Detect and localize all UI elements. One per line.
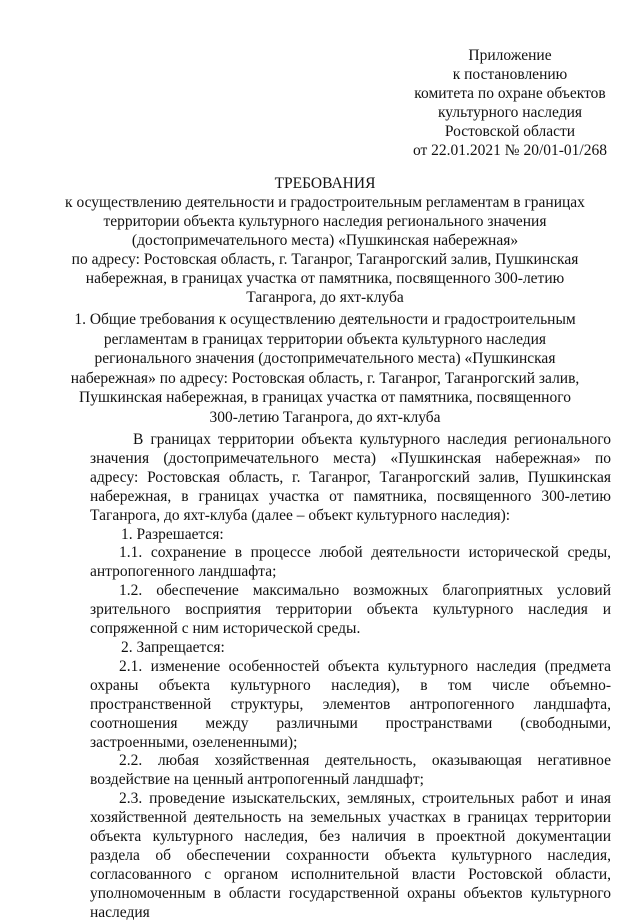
appendix-line: культурного наследия [437,104,583,121]
title-heading: ТРЕБОВАНИЯ [274,175,376,192]
section-line: 300-летию Таганрога, до яхт-клуба [209,408,441,426]
prohibited-heading: 2. Запрещается: [121,638,225,656]
document-body [90,431,611,923]
section-line: Пушкинская набережная, в границах участка от памятника, посвященного [79,389,571,407]
appendix-line: Приложение [468,47,552,64]
appendix-header [400,46,620,160]
allowed-heading: 1. Разрешается: [121,525,224,543]
prohibited-item-2-2: 2.2. любая хозяйственная деятельность, оказывающая негативное воздействие на ценный антропогенный ландшафт; [90,752,611,789]
title-line: Таганрога, до яхт-клуба [246,289,404,306]
section-line: набережная» по адресу: Ростовская область, г. Таганрог, Таганрогский залив, [70,369,580,387]
appendix-line: от 22.01.2021 № 20/01-01/268 [412,142,607,159]
title-line: по адресу: Ростовская область, г. Таганрог, Таганрогский залив, Пушкинская [71,251,579,268]
section-line: регламентам в границах территории объекта культурного наследия [103,330,547,348]
appendix-line: комитета по охране объектов [414,85,606,102]
appendix-line: Ростовской области [444,123,576,140]
allowed-item-1-1: 1.1. сохранение в процессе любой деятельности исторической среды, антропогенного ландшафта; [90,544,611,581]
title-line: к осуществлению деятельности и градостроительным регламентам в границах [65,194,585,211]
intro-paragraph: В границах территории объекта культурного наследия регионального значения (достопримечательного места) «Пушкинская набережная» по адресу: Ростовская область, г. Таганрог, Таганрогский залив, Пушкинская набережная, в границах участка от памятника, посвященного 300-летию Таганрога, до яхт-клуба (далее – объект культурного наследия): [90,431,611,524]
title-line: территории объекта культурного наследия регионального значения [103,213,547,230]
allowed-item-1-2: 1.2. обеспечение максимально возможных благоприятных условий зрительного восприятия территории объекта культурного наследия и сопряженной с ним исторической среды. [90,582,611,638]
section-1-heading [60,310,590,428]
section-line: регионального значения (достопримечательного места) «Пушкинская [94,350,556,368]
document-title [60,174,590,307]
title-line: (достопримечательного места) «Пушкинская набережная» [131,232,519,249]
title-line: набережная, в границах участка от памятника, посвященного 300-летию [85,270,565,287]
section-line: 1. Общие требования к осуществлению деятельности и градостроительным [74,311,576,328]
appendix-line: к постановлению [452,66,568,83]
prohibited-item-2-1: 2.1. изменение особенностей объекта культурного наследия (предмета охраны объекта культурного наследия), в том числе объемно-пространственной структуры, элементов антропогенного ландшафта, соотношения между различными пространствами (свободными, застроенными, озелененными); [90,657,611,751]
prohibited-item-2-3: 2.3. проведение изыскательских, земляных, строительных работ и иная хозяйственной деятельность на земельных участках в границах территории объекта культурного наследия, без наличия в проектной документации раздела об обеспечении сохранности объекта культурного наследия, согласованного с органом исполнительной власти Ростовской области, уполномоченным в области государственной охраны объектов культурного наследия [90,790,611,921]
